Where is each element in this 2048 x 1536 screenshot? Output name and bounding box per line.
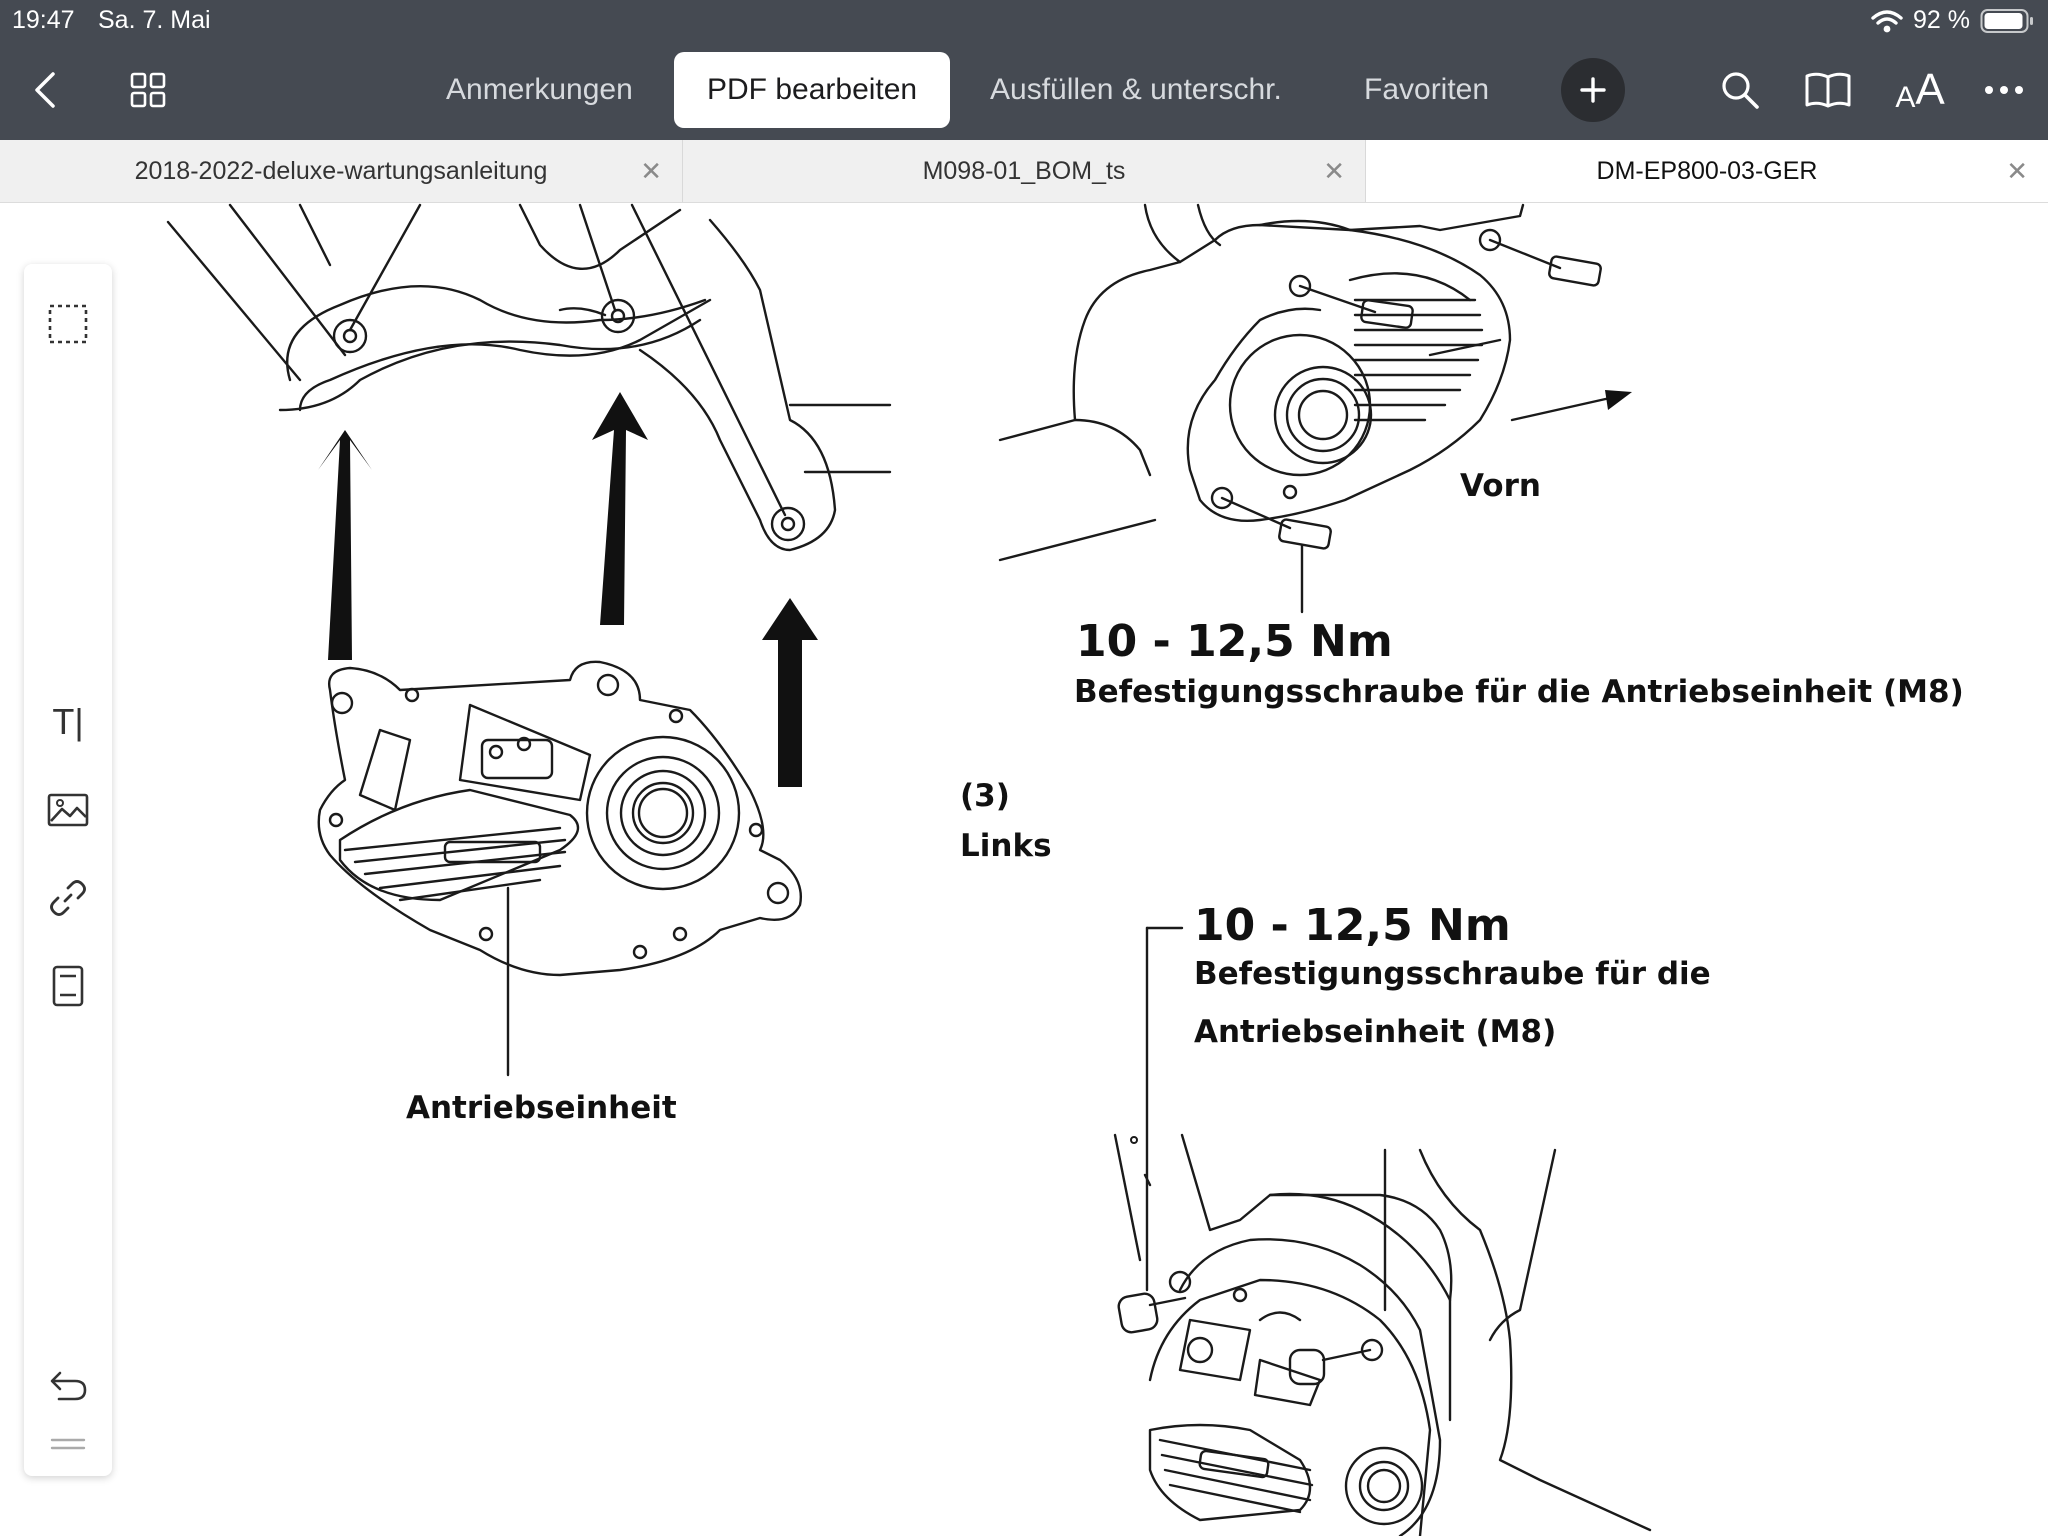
image-tool-button[interactable] xyxy=(44,786,92,834)
step-number: (3) xyxy=(960,778,1010,814)
close-icon[interactable]: ✕ xyxy=(640,156,662,186)
step-side: Links xyxy=(960,828,1052,864)
frame-mount-drawing xyxy=(168,205,890,550)
status-time: 19:47 xyxy=(12,6,75,34)
edit-tool-panel xyxy=(24,264,112,1476)
panel-drag-handle[interactable] xyxy=(44,1420,92,1468)
close-icon[interactable]: ✕ xyxy=(1323,156,1345,186)
doc-tab-label: 2018-2022-deluxe-wartungsanleitung xyxy=(134,156,548,185)
battery-percent: 92 % xyxy=(1913,6,1970,34)
torque-value-1: 10 - 12,5 Nm xyxy=(1076,616,1393,667)
tab-ausfuellen[interactable]: Ausfüllen & unterschr. xyxy=(990,73,1282,106)
tab-pdf-bearbeiten[interactable]: PDF bearbeiten xyxy=(674,52,950,128)
status-date: Sa. 7. Mai xyxy=(98,6,211,34)
close-icon[interactable]: ✕ xyxy=(2006,156,2028,186)
text-size-label: A A xyxy=(1895,65,1945,114)
arrows-up xyxy=(318,392,818,787)
drive-unit-drawing xyxy=(319,662,801,1075)
arrow-up-icon xyxy=(592,392,648,625)
doc-tab-label: DM-EP800-03-GER xyxy=(1596,156,1818,185)
tab-anmerkungen[interactable]: Anmerkungen xyxy=(446,73,633,106)
link-tool-button[interactable] xyxy=(44,874,92,922)
image-icon xyxy=(47,793,89,827)
text-tool-icon: T| xyxy=(52,701,84,742)
arrow-up-icon xyxy=(318,430,372,660)
text-tool-button[interactable] xyxy=(44,698,92,746)
doc-tab-label: M098-01_BOM_ts xyxy=(922,156,1126,185)
page-icon xyxy=(51,965,85,1007)
screw-description-2-line1: Befestigungsschraube für die xyxy=(1194,956,1711,992)
label-vorn: Vorn xyxy=(1460,468,1541,504)
arrow-up-icon xyxy=(762,598,818,787)
screw-description-2-line2: Antriebseinheit (M8) xyxy=(1194,1014,1557,1050)
page-tool-button[interactable] xyxy=(44,962,92,1010)
drag-handle-icon xyxy=(50,1437,86,1451)
undo-icon xyxy=(47,1369,89,1403)
undo-button[interactable] xyxy=(44,1362,92,1410)
screw-description-1: Befestigungsschraube für die Antriebseinheit (M8) xyxy=(1074,674,1964,710)
label-drive-unit: Antriebseinheit xyxy=(406,1090,677,1126)
link-icon xyxy=(48,878,88,918)
select-tool-button[interactable] xyxy=(44,300,92,348)
torque-value-2: 10 - 12,5 Nm xyxy=(1194,900,1511,951)
select-rect-icon xyxy=(47,303,89,345)
tab-favoriten[interactable]: Favoriten xyxy=(1364,73,1490,106)
arrow-front-icon xyxy=(1605,390,1632,410)
front-view-drawing xyxy=(1000,205,1610,612)
